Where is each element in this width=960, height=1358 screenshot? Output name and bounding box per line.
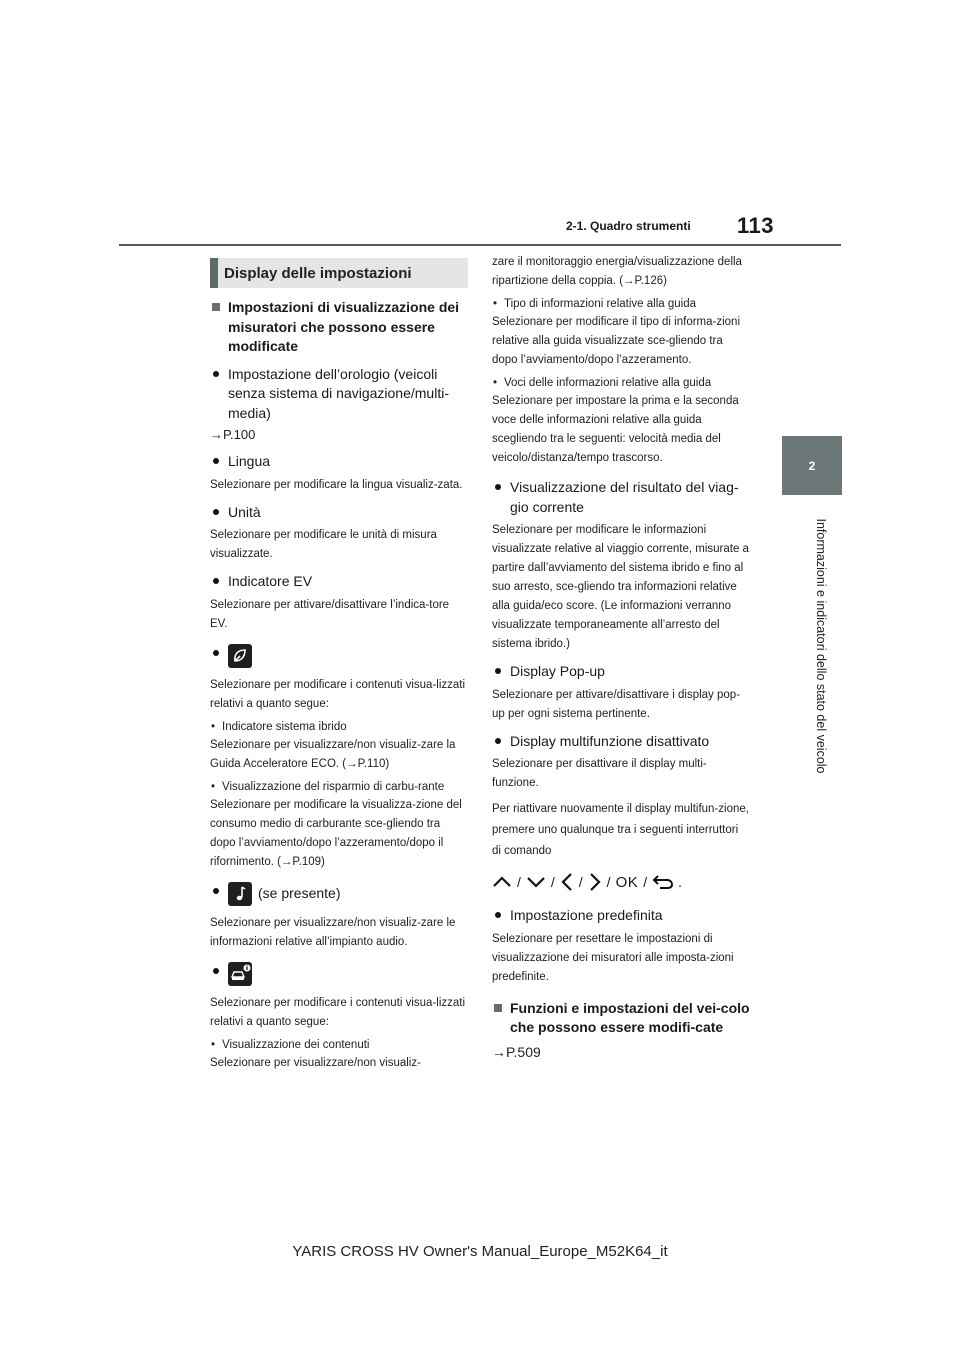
control-keys: / / / / OK / .: [492, 872, 750, 892]
car-info-icon: [228, 962, 252, 986]
vehicle-functions-ref: →P.509: [492, 1043, 541, 1060]
block-title: Display delle impostazioni: [210, 258, 468, 288]
item-audio: [210, 882, 468, 906]
drive-sub1-text: Selezionare per visualizzare/non visualiz-: [210, 1056, 421, 1069]
item-clock-ref: →P.100: [210, 427, 256, 442]
ok-key-label: OK: [615, 873, 639, 891]
header-rule: [119, 244, 841, 246]
item-units-text: Selezionare per modificare le unità di misura visualizzate.: [210, 529, 437, 560]
item-popup-text: Selezionare per attivare/disattivare i display pop-up per ogni sistema pertinente.: [492, 688, 741, 720]
continued-text: zare il monitoraggio energia/visualizzazione della ripartizione della coppia. (→P.126): [492, 256, 742, 287]
item-eco-text: Selezionare per modificare i contenuti visua-lizzati relativi a quanto segue:: [210, 678, 466, 710]
item-popup-title: Display Pop-up: [492, 662, 750, 682]
item-multi-title: Display multifunzione disattivato: [492, 732, 750, 752]
item-drive-text: Selezionare per modificare i contenuti visua-lizzati relativi a quanto segue:: [210, 996, 466, 1028]
chevron-down-icon: [526, 875, 546, 889]
chapter-tab: [782, 436, 842, 495]
chevron-right-icon: [588, 872, 602, 892]
right-column: [492, 253, 750, 1060]
section-heading-vehicle-functions: Funzioni e impostazioni del vei-colo che possono essere modifi-cate: [492, 999, 750, 1038]
chapter-side-title-wrap: [811, 506, 831, 786]
back-arrow-icon: [652, 874, 674, 890]
item-ev-title: Indicatore EV: [210, 572, 468, 592]
item-units-title: Unità: [210, 503, 468, 523]
drive-sub1-title: • Visualizzazione dei contenuti: [210, 1038, 468, 1052]
drive-sub2-text: Selezionare per modificare il tipo di informa-zioni relative alla guida visualizzate sce-gliendo tra dopo l’avviamento/dopo l’azzeramento.: [492, 316, 741, 366]
item-default-text: Selezionare per resettare le impostazioni di visualizzazione dei misuratori alle imposta-zioni predefinite.: [492, 932, 734, 983]
eco-sub1-text: Selezionare per visualizzare/non visualiz-zare la Guida Acceleratore ECO. (→P.110): [210, 738, 456, 770]
item-audio-text: Selezionare per visualizzare/non visualiz-zare le informazioni relative all’impianto audio.: [210, 916, 456, 948]
eco-sub1-title: • Indicatore sistema ibrido: [210, 720, 468, 734]
item-language-title: Lingua: [210, 452, 468, 472]
drive-sub3-title: • Voci delle informazioni relative alla guida: [492, 376, 750, 390]
item-audio-suffix: (se presente): [258, 884, 341, 901]
chevron-up-icon: [492, 875, 512, 889]
item-trip-text: Selezionare per modificare le informazioni visualizzate relative al viaggio corrente, misurate a partire dall’avviamento del sistema ibrido e fino al suo arresto, sce-gliendo tra informazioni relative alla guida/eco score. (Le informazioni verranno visualizzate temporaneamente all’arresto del sistema ibrido.): [492, 524, 749, 650]
item-default-title: Impostazione predefinita: [492, 906, 750, 926]
section-heading-gauge-settings: Impostazioni di visualizzazione dei misuratori che possono essere modificate: [210, 298, 468, 357]
eco-sub2-title: • Visualizzazione del risparmio di carbu-rante: [210, 780, 468, 794]
item-drive-info: [210, 962, 468, 986]
item-language-text: Selezionare per modificare la lingua visualiz-zata.: [210, 478, 463, 491]
item-eco: [210, 644, 468, 668]
drive-sub3-text: Selezionare per impostare la prima e la seconda voce delle informazioni relative alla guida scegliendo tra le seguenti: velocità media del veicolo/distanza/tempo trascorso.: [492, 395, 739, 464]
drive-sub2-title: • Tipo di informazioni relative alla guida: [492, 297, 750, 311]
chapter-side-title: Informazioni e indicatori dello stato del veicolo: [814, 518, 828, 774]
chapter-tab-number: 2: [808, 458, 816, 473]
footer-manual-id: YARIS CROSS HV Owner's Manual_Europe_M52K64_it: [292, 1243, 668, 1260]
reactivate-text: Per riattivare nuovamente il display multifun-zione, premere uno qualunque tra i seguenti interruttori di comando: [492, 803, 749, 857]
eco-leaf-icon: [228, 644, 252, 668]
eco-sub2-text: Selezionare per modificare la visualizza-zione del consumo medio di carburante sce-gliendo tra dopo l’avviamento/dopo l’azzeramento/dopo il rifornimento. (→P.109): [210, 798, 462, 868]
item-ev-text: Selezionare per attivare/disattivare l’indica-tore EV.: [210, 598, 450, 630]
chevron-left-icon: [560, 872, 574, 892]
page-number: 113: [737, 213, 774, 238]
section-header: 2-1. Quadro strumenti: [566, 219, 691, 233]
left-column: [210, 258, 468, 1073]
item-clock-title: Impostazione dell’orologio (veicoli senza sistema di navigazione/multi-media): [210, 365, 468, 424]
item-trip-title: Visualizzazione del risultato del viag-gio corrente: [492, 478, 750, 517]
music-note-icon: [228, 882, 252, 906]
item-multi-text: Selezionare per disattivare il display multi-funzione.: [492, 758, 707, 789]
